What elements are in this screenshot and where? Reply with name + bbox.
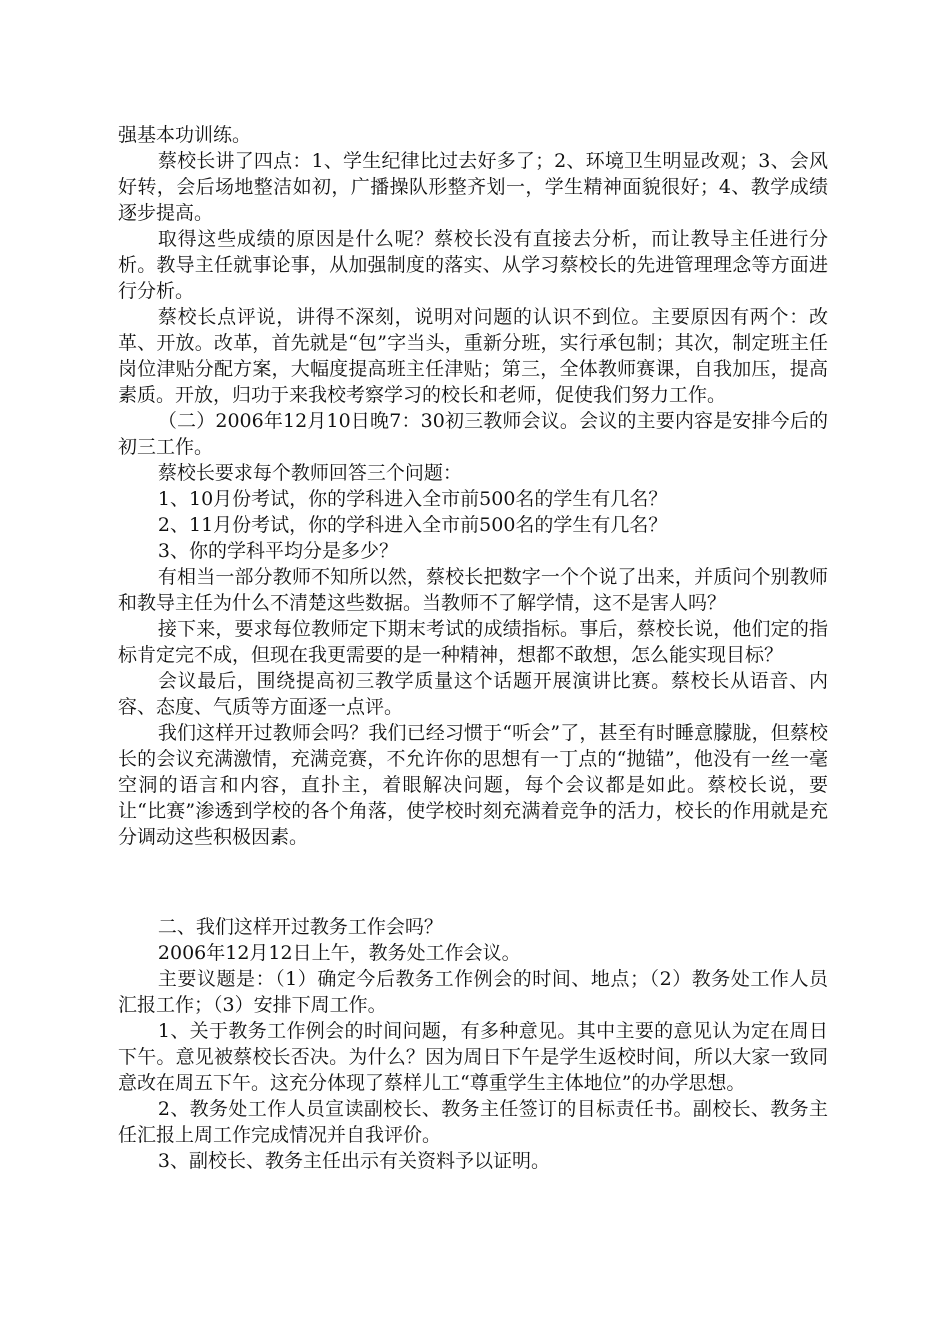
document-body	[118, 122, 828, 1174]
paragraph: 蔡校长要求每个教师回答三个问题：	[157, 462, 462, 484]
paragraph: 有相当一部分教师不知所以然，蔡校长把数字一个个说了出来，并质问个别教师和教导主任为什么不清楚这些数据。当教师不了解学情，这不是害人吗？	[118, 566, 828, 614]
paragraph: 1、10月份考试，你的学科进入全市前500名的学生有几名？	[157, 488, 668, 510]
paragraph: 接下来，要求每位教师定下期末考试的成绩指标。事后，蔡校长说，他们定的指标肯定完不成，但现在我更需要的是一种精神，想都不敢想，怎么能实现目标？	[118, 618, 828, 666]
paragraph: 1、关于教务工作例会的时间问题，有多种意见。其中主要的意见认为定在周日下午。意见被蔡校长否决。为什么？因为周日下午是学生返校时间，所以大家一致同意改在周五下午。这充分体现了蔡样儿工“尊重学生主体地位”的办学思想。	[118, 1020, 828, 1094]
paragraph: 我们这样开过教师会吗？我们已经习惯于“听会”了，甚至有时睡意朦胧，但蔡校长的会议充满激情，充满竞赛，不允许你的思想有一丁点的“抛锚”，他没有一丝一毫空洞的语言和内容，直扑主，着眼解决问题，每个会议都是如此。蔡校长说，要让“比赛”渗透到学校的各个角落，使学校时刻充满着竞争的活力，校长的作用就是充分调动这些积极因素。	[118, 722, 828, 848]
paragraph: 蔡校长点评说，讲得不深刻，说明对问题的认识不到位。主要原因有两个：改革、开放。改革，首先就是“包”字当头，重新分班，实行承包制；其次，制定班主任岗位津贴分配方案，大幅度提高班主任津贴；第三，全体教师赛课，自我加压，提高素质。开放，归功于来我校考察学习的校长和老师，促使我们努力工作。	[118, 306, 828, 406]
paragraph: 3、副校长、教务主任出示有关资料予以证明。	[157, 1150, 550, 1172]
paragraph: 2006年12月12日上午，教务处工作会议。	[157, 942, 521, 964]
paragraph: 蔡校长讲了四点：1、学生纪律比过去好多了；2、环境卫生明显改观；3、会风好转，会后场地整洁如初，广播操队形整齐划一，学生精神面貌很好；4、教学成绩逐步提高。	[118, 150, 828, 224]
paragraph: 主要议题是：（1）确定今后教务工作例会的时间、地点；（2）教务处工作人员汇报工作；（3）安排下周工作。	[118, 968, 828, 1016]
paragraph: 二、我们这样开过教务工作会吗？	[157, 916, 443, 938]
blank-line	[118, 869, 828, 895]
paragraph: 强基本功训练。	[118, 124, 252, 146]
paragraph: 取得这些成绩的原因是什么呢？蔡校长没有直接去分析，而让教导主任进行分析。教导主任就事论事，从加强制度的落实、从学习蔡校长的先进管理理念等方面进行分析。	[118, 228, 828, 302]
paragraph: 3、你的学科平均分是多少？	[157, 540, 398, 562]
paragraph: 2、教务处工作人员宣读副校长、教务主任签订的目标责任书。副校长、教务主任汇报上周工作完成情况并自我评价。	[118, 1098, 828, 1146]
paragraph: （二）2006年12月10日晚7：30初三教师会议。会议的主要内容是安排今后的初三工作。	[118, 410, 828, 458]
paragraph: 会议最后，围绕提高初三教学质量这个话题开展演讲比赛。蔡校长从语音、内容、态度、气质等方面逐一点评。	[118, 670, 828, 718]
paragraph: 2、11月份考试，你的学科进入全市前500名的学生有几名？	[157, 514, 668, 536]
